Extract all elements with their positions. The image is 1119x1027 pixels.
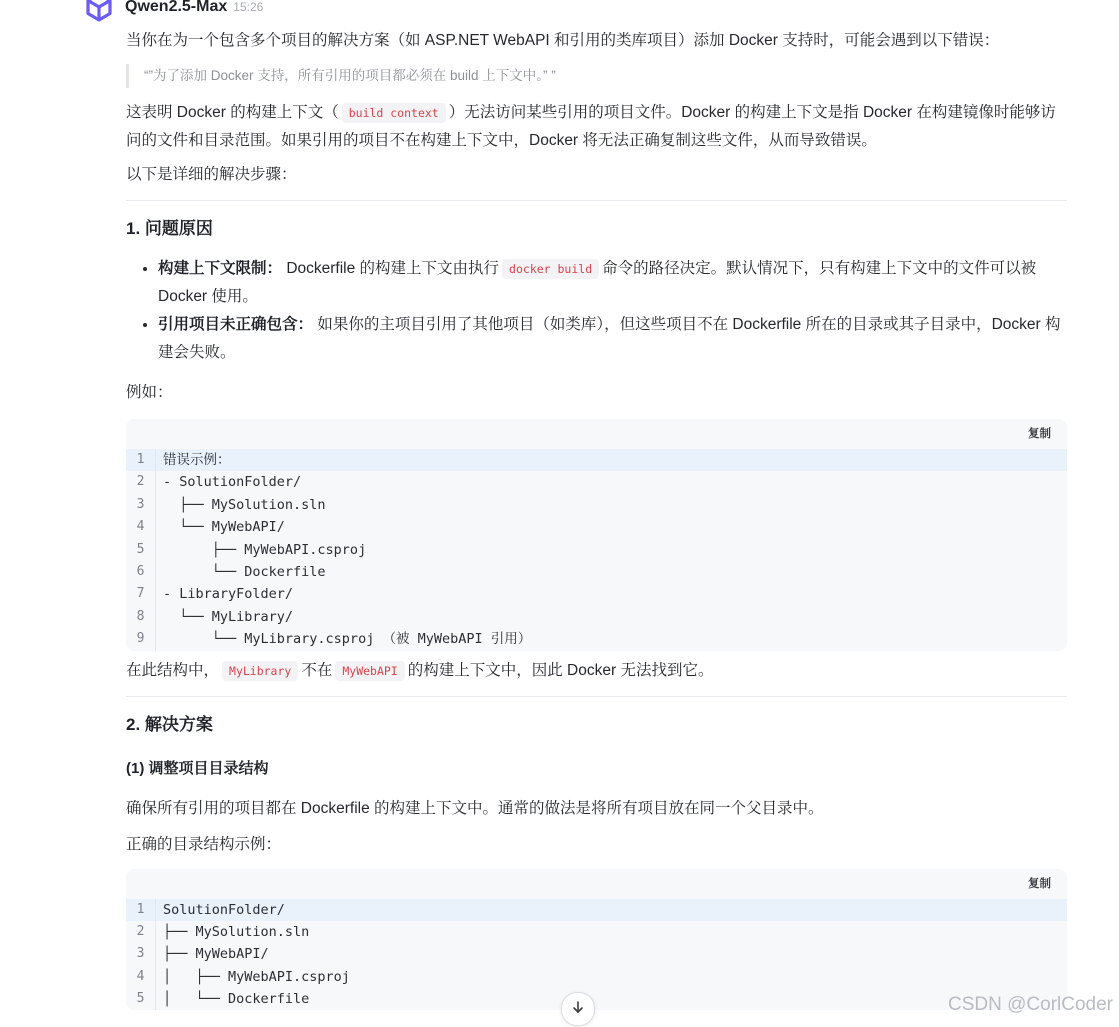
code-line xyxy=(126,471,1067,493)
explanation-paragraph xyxy=(126,99,1067,155)
code-text: 错误示例： xyxy=(163,452,231,468)
conclusion-paragraph xyxy=(126,657,1067,685)
code-toolbar xyxy=(126,869,1067,899)
error-quote: “”为了添加 Docker 支持，所有引用的项目都必须在 build 上下文中。” ” xyxy=(126,64,1067,88)
line-number: 3 xyxy=(126,943,156,965)
example-label: 正确的目录结构示例： xyxy=(126,835,282,853)
line-number: 5 xyxy=(126,988,156,1010)
line-number: 1 xyxy=(126,899,156,921)
line-number: 5 xyxy=(126,539,156,561)
code-text: └── Dockerfile xyxy=(163,563,326,580)
scroll-to-bottom-button[interactable] xyxy=(561,992,595,1026)
message-timestamp: 15:26 xyxy=(233,0,264,14)
inline-code: docker build xyxy=(502,259,599,279)
conclusion-text: 的构建上下文中，因此 Docker 无法找到它。 xyxy=(407,661,714,679)
code-line xyxy=(126,606,1067,628)
code-line xyxy=(126,449,1067,471)
code-text: - LibraryFolder/ xyxy=(163,586,294,603)
code-block-correct-example xyxy=(126,869,1067,1011)
inline-code: MyWebAPI xyxy=(335,661,404,681)
code-text: SolutionFolder/ xyxy=(163,901,285,918)
code-line xyxy=(126,628,1067,650)
list-item xyxy=(158,311,1067,367)
cause-list xyxy=(126,255,1067,367)
line-number: 7 xyxy=(126,583,156,605)
solution-paragraph: 确保所有引用的项目都在 Dockerfile 的构建上下文中。通常的做法是将所有项目放在同一个父目录中。 xyxy=(126,799,824,817)
code-text: ├── MyWebAPI/ xyxy=(163,946,269,963)
subsection-heading: (1) 调整项目目录结构 xyxy=(126,759,269,777)
code-text: - SolutionFolder/ xyxy=(163,474,302,491)
arrow-down-icon xyxy=(571,1000,585,1019)
code-line xyxy=(126,539,1067,561)
inline-code: build context xyxy=(342,103,446,123)
code-body xyxy=(126,899,1067,1011)
code-text: ├── MySolution.sln xyxy=(163,496,326,513)
code-text: ├── MyWebAPI.csproj xyxy=(163,541,367,558)
code-line xyxy=(126,921,1067,943)
section-heading-1: 1. 问题原因 xyxy=(126,219,213,238)
model-name: Qwen2.5-Max xyxy=(125,0,228,15)
list-item xyxy=(158,255,1067,311)
line-number: 1 xyxy=(126,449,156,471)
line-number: 2 xyxy=(126,471,156,493)
watermark: CSDN @CorlCoder xyxy=(948,994,1113,1015)
line-number: 8 xyxy=(126,606,156,628)
explanation-text: ）无法访问某些引用的项目文件。Docker 的构建上下文是指 Docker 在构建镜像时能够访问的文件和目录范围。如果引用的项目不在构建上下文中，Docker 将无法正确复制这些文件，从而导致错误。 xyxy=(126,104,1056,149)
inline-code: MyLibrary xyxy=(222,661,298,681)
line-number: 4 xyxy=(126,516,156,538)
qwen-logo-icon xyxy=(82,0,116,24)
explanation-text: 这表明 Docker 的构建上下文（ xyxy=(126,104,339,121)
bullet-title: 引用项目未正确包含： xyxy=(158,316,314,333)
code-text: └── MyWebAPI/ xyxy=(163,519,285,536)
line-number: 3 xyxy=(126,494,156,516)
line-number: 2 xyxy=(126,921,156,943)
example-label: 例如： xyxy=(126,384,173,401)
line-number: 4 xyxy=(126,966,156,988)
bullet-text: Dockerfile 的构建上下文由执行 xyxy=(282,260,500,277)
code-line xyxy=(126,494,1067,516)
copy-button[interactable]: 复制 xyxy=(1028,877,1051,890)
code-text: │ ├── MyWebAPI.csproj xyxy=(163,968,350,985)
message-header xyxy=(82,0,263,24)
code-line xyxy=(126,966,1067,988)
code-text: └── MyLibrary/ xyxy=(163,608,294,625)
message-body xyxy=(126,27,1067,1010)
code-text: └── MyLibrary.csproj （被 MyWebAPI 引用） xyxy=(163,631,532,648)
line-number: 9 xyxy=(126,628,156,650)
code-body xyxy=(126,449,1067,651)
code-line xyxy=(126,561,1067,583)
code-line xyxy=(126,583,1067,605)
code-block-error-example xyxy=(126,419,1067,651)
section-heading-2: 2. 解决方案 xyxy=(126,714,213,734)
intro-paragraph: 当你在为一个包含多个项目的解决方案（如 ASP.NET WebAPI 和引用的类库项目）添加 Docker 支持时，可能会遇到以下错误： xyxy=(126,32,1000,49)
copy-button[interactable]: 复制 xyxy=(1028,428,1051,440)
code-line xyxy=(126,943,1067,965)
divider xyxy=(126,696,1067,697)
code-text: │ └── Dockerfile xyxy=(163,991,310,1008)
line-number: 6 xyxy=(126,561,156,583)
bullet-text: 命令的路径决定。默认情况下，只有构建上下文中的文件可以被 Docker 使用。 xyxy=(158,260,1037,305)
code-line xyxy=(126,988,1067,1010)
steps-intro: 以下是详细的解决步骤： xyxy=(126,166,297,183)
code-line xyxy=(126,899,1067,921)
bullet-title: 构建上下文限制： xyxy=(158,260,283,277)
divider xyxy=(126,200,1067,201)
conclusion-text: 在此结构中， xyxy=(126,661,220,679)
bullet-text: 如果你的主项目引用了其他项目（如类库），但这些项目不在 Dockerfile 所在的目录或其子目录中，Docker 构建会失败。 xyxy=(158,316,1061,361)
code-line xyxy=(126,516,1067,538)
code-toolbar xyxy=(126,419,1067,449)
conclusion-text: 不在 xyxy=(301,661,333,679)
code-text: ├── MySolution.sln xyxy=(163,923,310,940)
